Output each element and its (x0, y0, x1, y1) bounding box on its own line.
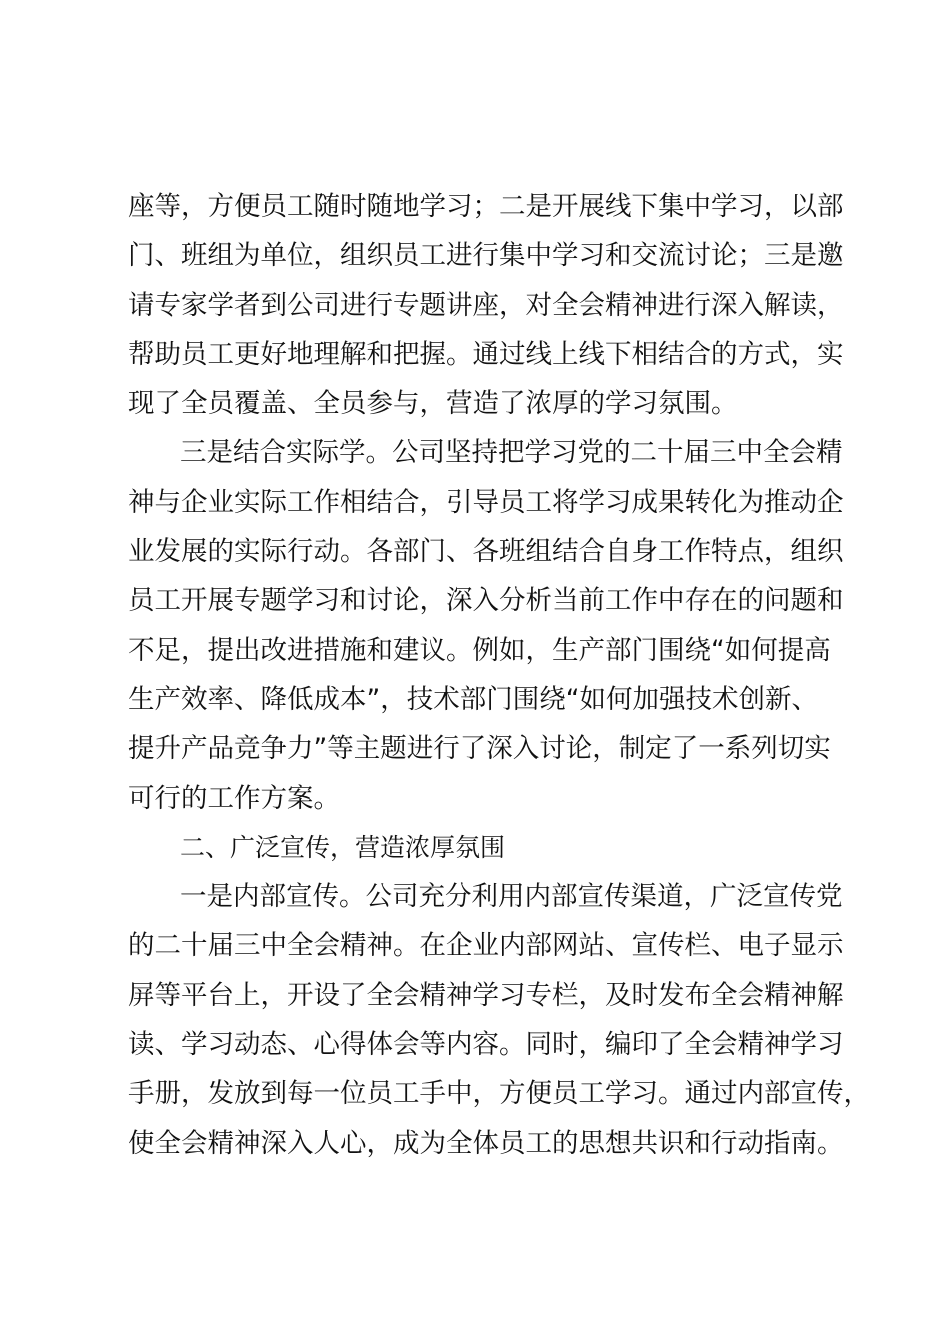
paragraph-line: 员工开展专题学习和讨论，深入分析当前工作中存在的问题和 (128, 585, 844, 617)
paragraph-line: 神与企业实际工作相结合，引导员工将学习成果转化为推动企 (128, 486, 844, 518)
paragraph-line: 请专家学者到公司进行专题讲座，对全会精神进行深入解读， (128, 289, 844, 321)
paragraph-line: 的二十届三中全会精神。在企业内部网站、宣传栏、电子显示 (128, 930, 844, 962)
section-heading: 二、广泛宣传，营造浓厚氛围 (180, 832, 506, 862)
paragraph-line: 门、班组为单位，组织员工进行集中学习和交流讨论；三是邀 (128, 240, 844, 272)
paragraph-line: 提升产品竞争力”等主题进行了深入讨论，制定了一系列切实 (128, 733, 831, 765)
paragraph-line: 帮助员工更好地理解和把握。通过线上线下相结合的方式，实 (128, 338, 844, 370)
paragraph-line: 业发展的实际行动。各部门、各班组结合自身工作特点，组织 (128, 536, 844, 568)
paragraph-first-line: 三是结合实际学。公司坚持把学习党的二十届三中全会精 (180, 437, 843, 469)
paragraph-line: 手册，发放到每一位员工手中，方便员工学习。通过内部宣传， (128, 1078, 870, 1110)
paragraph-line: 座等，方便员工随时随地学习；二是开展线下集中学习，以部 (128, 191, 844, 222)
paragraph-line: 使全会精神深入人心，成为全体员工的思想共识和行动指南。 (128, 1127, 844, 1159)
paragraph-line: 不足，提出改进措施和建议。例如，生产部门围绕“如何提高 (128, 634, 831, 666)
body-text (128, 182, 870, 1168)
paragraph-line: 屏等平台上，开设了全会精神学习专栏，及时发布全会精神解 (128, 979, 844, 1011)
paragraph-line: 读、学习动态、心得体会等内容。同时，编印了全会精神学习 (128, 1029, 844, 1061)
paragraph-line: 可行的工作方案。 (128, 782, 340, 814)
paragraph-line: 生产效率、降低成本”，技术部门围绕“如何加强技术创新、 (128, 683, 818, 715)
paragraph-line: 现了全员覆盖、全员参与，营造了浓厚的学习氛围。 (128, 388, 738, 420)
paragraph-first-line: 一是内部宣传。公司充分利用内部宣传渠道，广泛宣传党 (180, 881, 843, 913)
